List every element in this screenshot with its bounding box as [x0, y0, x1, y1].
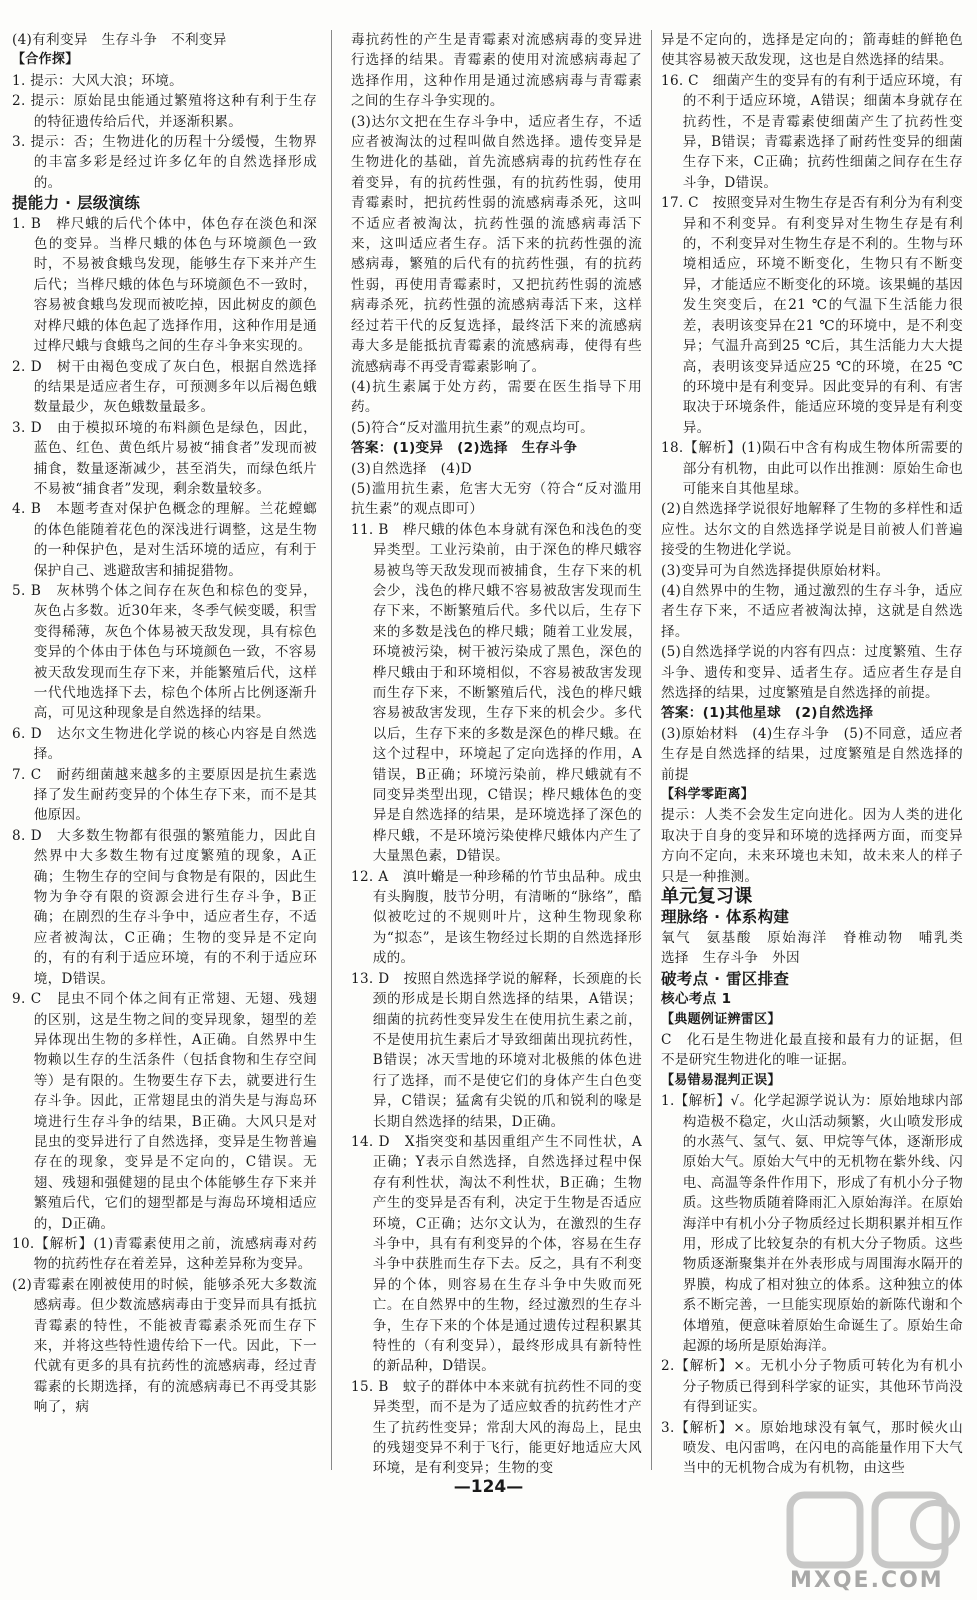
- text-paragraph: (5)自然选择学说的内容有四点：过度繁殖、生存斗争、遗传和变异、适者生存。适应者生存是自然选择的结果，过度繁殖是自然选择的前提。: [661, 644, 963, 701]
- text-paragraph: 17. C 按照变异对生物生存是否有利分为有利变异和不利变异。有利变异对生物生存是有利的，不利变异对生物生存是不利的。生物与环境相适应，环境不断变化，生物只有不断变异，才能适应不断变化的环境。该果蝇的基因发生突变后，在21 ℃的气温下生活能力很差，表明该变异在21 ℃的环境中，是不利变异；气温升高到25 ℃后，其生活能力大大提高，表明该变异适应25 ℃的环境，在25 ℃的环境中是有利变异。因此变异的有利、有害取决于环境条件，能适应环境的变异是有利变异。: [661, 195, 963, 436]
- text-paragraph: 11. B 桦尺蛾的体色本身就有深色和浅色的变异类型。工业污染前，由于深色的桦尺蛾容易被鸟等天敌发现而被捕食，生存下来的机会少，浅色的桦尺蛾不容易被敌害发现而生存下来，不断繁殖后代。多代以后，生存下来的多数是浅色的桦尺蛾；随着工业发展，环境被污染，树干被污染成了黑色，深色的桦尺蛾由于和环境相似，不容易被敌害发现而生存下来，不断繁殖后代，浅色的桦尺蛾容易被敌害发现，生存下来的机会少。多代以后，生存下来的多数是深色的桦尺蛾。在这个过程中，环境起了定向选择的作用，A错误，B正确；环境污染前，桦尺蛾就有不同变异类型出现，C错误；桦尺蛾体色的变异是自然选择的结果，是环境选择了深色的桦尺蛾，不是环境污染使桦尺蛾体内产生了大量黑色素，D错误。: [351, 521, 642, 865]
- text-paragraph: (2)青霉素在刚被使用的时候，能够杀死大多数流感病毒。但少数流感病毒由于变异而具有抵抗青霉素的特性，不能被青霉素杀死而生存下来，并将这些特性遗传给下一代。因此，下一代就有更多的具有抗药性的流感病毒，经过青霉素的长期选择，有的流感病毒已不再受其影响了，病: [12, 1276, 317, 1416]
- text-paragraph: 9. C 昆虫不同个体之间有正常翅、无翅、残翅的区别，这是生物之间的变异现象，翅型的差异体现出生物的多样性，A正确。自然界中生物赖以生存的生活条件（包括食物和生存空间等）是有限的。生物要生存下去，就要进行生存斗争。因此，正常翅昆虫的消失是与海岛环境进行生存斗争的结果，B正确。大风只是对昆虫的变异进行了自然选择，变异是生物普遍存在的现象，变异是不定向的，C错误。无翅、残翅和强健翅的昆虫个体能够生存下来并繁殖后代，它们的翅型都是与海岛环境相适应的，D正确。: [12, 991, 317, 1232]
- text-paragraph: 16. C 细菌产生的变异有的有利于适应环境，有的不利于适应环境，A错误；细菌本身就存在抗药性，不是青霉素使细菌产生了抗药性变异，B错误；青霉素选择了耐药性变异的细菌生存下来，C正确；抗药性细菌之间存在生存斗争，D错误。: [661, 72, 963, 191]
- page-number: —124—: [453, 1477, 524, 1497]
- text-paragraph: 4. B 本题考查对保护色概念的理解。兰花螳螂的体色能随着花色的深浅进行调整，这是生物的一种保护色，是对生活环境的适应，有利于保护自己、逃避敌害和捕捉猎物。: [12, 501, 317, 579]
- text-paragraph: 1. B 桦尺蛾的后代个体中，体色存在淡色和深色的变异。当桦尺蛾的体色与环境颜色一致时，不易被食蛾鸟发现，能够生存下来并产生后代；当桦尺蛾的体色与环境颜色不一致时，容易被食蛾鸟发现而被吃掉，因此树皮的颜色对桦尺蛾的体色起了选择作用，这种作用是通过桦尺蛾与食蛾鸟之间的生存斗争来实现的。: [12, 215, 317, 355]
- column-right: [661, 30, 977, 1477]
- column-divider: [331, 30, 332, 1470]
- text-paragraph: 14. D X指突变和基因重组产生不同性状，A正确；Y表示自然选择，自然选择过程中保存有利性状，淘汰不利性状，B正确；生物产生的变异是否有利，决定于生物是否适应环境，C正确；达尔文认为，在激烈的生存斗争中，具有有利变异的个体，容易在生存斗争中获胜而生存下去。反之，具有不利变异的个体，则容易在生存斗争中失败而死亡。在自然界中的生物，经过激烈的生存斗争，生存下来的个体是通过遗传过程积累其特性的（有利变异），最终形成具有新特性的新品种，D错误。: [351, 1133, 642, 1375]
- text-paragraph: 1.【解析】√。化学起源学说认为：原始地球内部构造极不稳定，火山活动频繁，火山喷发形成的水蒸气、氢气、氨、甲烷等气体，逐渐形成原始大气。原始大气中的无机物在紫外线、闪电、高温等条件作用下，形成了有机小分子物质。这些物质随着降雨汇入原始海洋。在原始海洋中有机小分子物质经过长期积累并相互作用，形成了比较复杂的有机大分子物质。这些物质逐渐聚集并在外表形成与周围海水隔开的界膜，构成了相对独立的体系。这种独立的体系不断完善，一旦能实现原始的新陈代谢和个体增殖，便意味着原始生命诞生了。原始生命起源的场所是原始海洋。: [661, 1093, 963, 1354]
- unit-title: 单元复习课: [661, 886, 753, 908]
- text-paragraph: 15. B 蚊子的群体中本来就有抗药性不同的变异类型，而不是为了适应蚊香的抗药性才产生了抗药性变异；常刮大风的海岛上，昆虫的残翅变异不利于飞行，能更好地适应大风环境，是有利变异；生物的变: [351, 1378, 642, 1477]
- text-paragraph: (3)自然选择 (4)D: [351, 460, 472, 477]
- text-paragraph: (3)达尔文把在生存斗争中，适应者生存，不适应者被淘汰的过程叫做自然选择。遗传变异是生物进化的基础，首先流感病毒的抗药性存在着变异，有的抗药性强，有的抗药性弱，使用青霉素时，把抗药性弱的流感病毒杀死，这叫不适应者被淘汰，抗药性强的流感病毒活下来，这叫适应者生存。活下来的抗药性强的流感病毒，繁殖的后代有的抗药性强，有的抗药性弱，再使用青霉素时，又把抗药性弱的流感病毒杀死，抗药性强的流感病毒活下来，这样经过若干代的反复选择，最终活下来的流感病毒大多是能抵抗青霉素的流感病毒，使得有些流感病毒不再受青霉素影响了。: [351, 113, 642, 375]
- text-paragraph: 8. D 大多数生物都有很强的繁殖能力，因此自然界中大多数生物有过度繁殖的现象，A正确；生物生存的空间与食物是有限的，因此生物为争夺有限的资源会进行生存斗争，B正确；在剧烈的生存斗争中，适应者生存，不适应者被淘汰，C正确；生物的变异是不定向的，有的有利于适应环境，有的不利于适应环境，D错误。: [12, 827, 317, 987]
- text-paragraph: 2. 提示：原始昆虫能通过繁殖将这种有利于生存的特征遗传给后代，并逐渐积累。: [12, 93, 317, 130]
- section-heading: 理脉络 · 体系构建: [661, 908, 790, 927]
- column-left: [12, 30, 317, 1470]
- text-paragraph: (5)滥用抗生素，危害大无穷（符合“反对滥用抗生素”的观点即可）: [351, 480, 642, 518]
- section-heading: 提能力 · 层级演练: [12, 194, 141, 213]
- text-paragraph: 5. B 灰林鸮个体之间存在灰色和棕色的变异，灰色占多数。近30年来，冬季气候变暖，积雪变得稀薄，灰色个体易被天敌发现，具有棕色变异的个体由于体色与环境颜色一致，不容易被天敌发现而生存下来，并能繁殖后代，这样一代代地选择下去，棕色个体所占比例逐渐升高，可见这种现象是自然选择的结果。: [12, 582, 317, 722]
- text-paragraph: (5)符合“反对滥用抗生素”的观点均可。: [351, 419, 595, 436]
- text-paragraph: 7. C 耐药细菌越来越多的主要原因是抗生素选择了发生耐药变异的个体生存下来，而不是其他原因。: [12, 766, 317, 824]
- text-paragraph: (3)原始材料 (4)生存斗争 (5)不同意，适应者生存是自然选择的结果，过度繁殖是自然选择的前提: [661, 725, 963, 783]
- text-paragraph: 12. A 滇叶䗛是一种珍稀的竹节虫品种。成虫有头胸腹，肢节分明，有清晰的“脉络”，酷似被吃过的不规则叶片，这种生物现象称为“拟态”，是该生物经过长期的自然选择形成的。: [351, 868, 642, 967]
- text-paragraph: (4)抗生素属于处方药，需要在医生指导下用药。: [351, 378, 642, 416]
- text-paragraph: 答案：(1)其他星球 (2)自然选择: [661, 705, 874, 722]
- text-paragraph: 6. D 达尔文生物进化学说的核心内容是自然选择。: [12, 725, 317, 763]
- text-paragraph: 18.【解析】(1)陨石中含有构成生物体所需要的部分有机物，由此可以作出推测：原始生命也可能来自其他星球。: [661, 440, 963, 497]
- text-paragraph: (3)变异可为自然选择提供原始材料。: [661, 562, 890, 579]
- watermark-text: MXQE.COM: [790, 1568, 944, 1593]
- text-paragraph: 【典题例证辨雷区】: [661, 1011, 781, 1027]
- text-paragraph: (4)有利变异 生存斗争 不利变异: [12, 32, 227, 48]
- text-paragraph: 提示：人类不会发生定向进化。因为人类的进化取决于自身的变异和环境的选择两方面，而变异方向不定向，未来环境也未知，故未来人的样子只是一种推测。: [661, 807, 963, 885]
- text-paragraph: 3. D 由于模拟环境的布料颜色是绿色，因此，蓝色、红色、黄色纸片易被“捕食者”发现而被捕食，数量逐渐减少，甚至消失，而绿色纸片不易被“捕食者”发现，剩余数量较多。: [12, 419, 317, 497]
- text-paragraph: 异是不定向的，选择是定向的；箭毒蛙的鲜艳色使其容易被天敌发现，这也是自然选择的结果。: [661, 32, 963, 69]
- text-paragraph: 2.【解析】×。无机小分子物质可转化为有机小分子物质已得到科学家的证实，其他环节尚没有得到证实。: [661, 1358, 963, 1416]
- text-paragraph: 3. 提示：否；生物进化的历程十分缓慢，生物界的丰富多彩是经过许多亿年的自然选择形成的。: [12, 134, 317, 191]
- text-paragraph: 3.【解析】×。原始地球没有氧气，那时候火山喷发、电闪雷鸣，在闪电的高能量作用下大气当中的无机物合成为有机物，由这些: [661, 1419, 963, 1477]
- text-paragraph: 【合作探】: [12, 52, 79, 68]
- text-paragraph: C 化石是生物进化最直接和最有力的证据，但不是研究生物进化的唯一证据。: [661, 1031, 963, 1069]
- text-paragraph: (2)自然选择学说很好地解释了生物的多样性和适应性。达尔文的自然选择学说是目前被人们普遍接受的生物进化学说。: [661, 501, 963, 559]
- text-paragraph: (4)自然界中的生物，通过激烈的生存斗争，适应者生存下来，不适应者被淘汰掉，这就是自然选择。: [661, 582, 963, 640]
- text-paragraph: 氧气 氨基酸 原始海洋 脊椎动物 哺乳类 选择 生存斗争 外因: [661, 929, 977, 967]
- text-paragraph: 毒抗药性的产生是青霉素对流感病毒的变异进行选择的结果。青霉素的使用对流感病毒起了选择作用，这种作用是通过流感病毒与青霉素之间的生存斗争实现的。: [351, 32, 642, 110]
- text-paragraph: 13. D 按照自然选择学说的解释，长颈鹿的长颈的形成是长期自然选择的结果，A错误；细菌的抗药性变异发生在使用抗生素之前，不是使用抗生素后才导致细菌出现抗药性，B错误；冰天雪地的环境对北极熊的体色进行了选择，而不是使它们的身体产生白色变异，C错误；猛禽有尖锐的爪和锐利的喙是长期自然选择的结果，D正确。: [351, 970, 642, 1130]
- text-paragraph: 答案：(1)变异 (2)选择 生存斗争: [351, 440, 578, 457]
- column-divider: [651, 30, 652, 1470]
- column-middle: [351, 30, 642, 1477]
- text-paragraph: 【易错易混判正误】: [661, 1072, 781, 1088]
- text-paragraph: 核心考点 1: [661, 991, 732, 1008]
- section-heading: 破考点 · 雷区排查: [661, 969, 790, 988]
- text-paragraph: 10.【解析】(1)青霉素使用之前，流感病毒对药物的抗药性存在着差异，这种差异称为变异。: [12, 1235, 317, 1273]
- text-paragraph: 1. 提示：大风大浪；环境。: [12, 72, 184, 89]
- text-paragraph: 2. D 树干由褐色变成了灰白色，根据自然选择的结果是适应者生存，可预测多年以后褐色蛾数量最少，灰色蛾数量最多。: [12, 358, 317, 416]
- text-paragraph: 【科学零距离】: [661, 787, 755, 803]
